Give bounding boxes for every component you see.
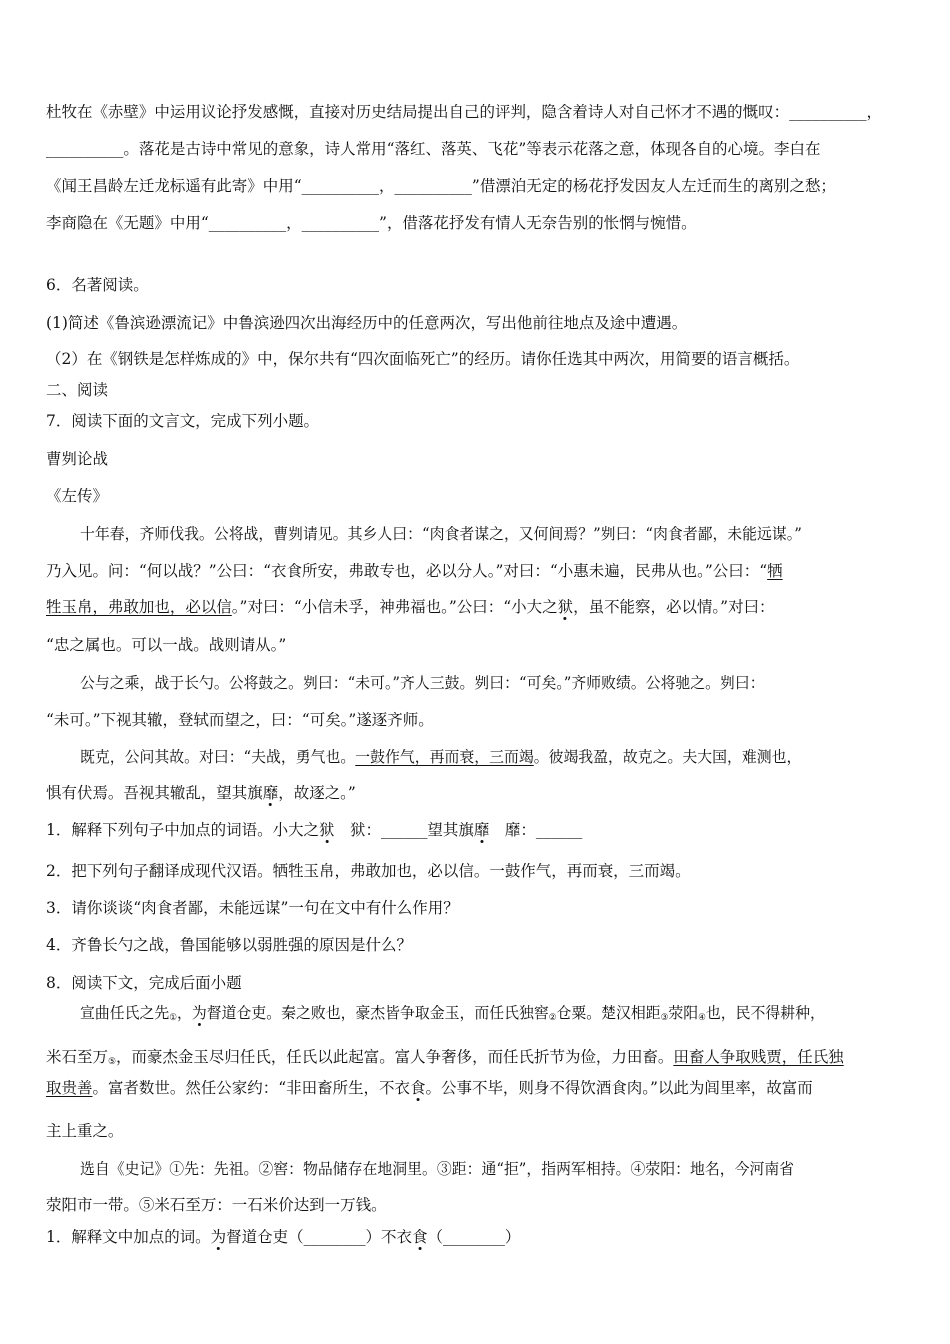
q8-notes-line-1: 选自《史记》①先：先祖。②窖：物品储存在地洞里。③距：通“拒”，指两军相持。④荥阳：地名，今河南省: [80, 1160, 795, 1178]
underlined-phrase: 牲玉帛，弗敢加也，必以信: [46, 598, 232, 616]
q8-para-line-2: 米石至万$_⑤$，而豪杰金玉尽归任氏，任氏以此起富。富人争奢侈，而任氏折节为俭，力田畜。田畜人争取贱贾，任氏独: [46, 1048, 844, 1067]
q8-title: 8．阅读下文，完成后面小题: [46, 974, 242, 992]
q6-title: 6．名著阅读。: [46, 276, 149, 294]
q6-part-1: (1)简述《鲁滨逊漂流记》中鲁滨逊四次出海经历中的任意两次，写出他前往地点及途中遭遇。: [46, 314, 688, 332]
poetry-line-1: 杜牧在《赤壁》中运用议论抒发感慨，直接对历史结局提出自己的评判，隐含着诗人对自己怀才不遇的慨叹：__________，: [46, 103, 883, 121]
dotted-word: 狱: [557, 598, 574, 616]
q8-para-line-4: 主上重之。: [46, 1122, 124, 1140]
footnote-marker: ③: [660, 1013, 669, 1023]
q7-para3-line-2: 惧有伏焉。吾视其辙乱，望其旗靡，故逐之。”: [46, 784, 356, 802]
q7-sub-4: 4．齐鲁长勺之战，鲁国能够以弱胜强的原因是什么？: [46, 936, 412, 954]
q7-para2-line-1: 公与之乘，战于长勺。公将鼓之。刿曰：“未可。”齐人三鼓。刿曰：“可矣。”齐师败绩。公将驰之。刿曰：: [80, 674, 765, 692]
q7-sub-2: 2．把下列句子翻译成现代汉语。牺牲玉帛，弗敢加也，必以信。一鼓作气，再而衰，三而竭。: [46, 862, 691, 880]
dotted-word: 靡: [262, 784, 279, 802]
article-source: 《左传》: [46, 487, 108, 505]
footnote-marker: ④: [698, 1013, 706, 1023]
poetry-line-3: 《闻王昌龄左迁龙标遥有此寄》中用“__________，__________”借漂泊无定的杨花抒发因友人左迁而生的离别之愁；: [46, 177, 836, 195]
footnote-marker: ②: [548, 1013, 557, 1023]
dotted-word: 为: [210, 1228, 227, 1246]
q7-title: 7．阅读下面的文言文，完成下列小题。: [46, 412, 320, 430]
footnote-marker: ①: [169, 1013, 177, 1023]
dotted-word: 狱: [319, 821, 335, 839]
underlined-phrase: 一鼓作气，再而衰，三而竭: [355, 748, 534, 766]
section-heading: 二、阅读: [46, 381, 108, 399]
dotted-word: 食: [411, 1228, 428, 1246]
dotted-word: 靡: [473, 821, 490, 839]
poetry-line-4: 李商隐在《无题》中用“__________，__________”，借落花抒发有情人无奈告别的怅惘与惋惜。: [46, 214, 697, 232]
dotted-word: 食: [410, 1079, 426, 1097]
underlined-phrase: 取贵善: [46, 1079, 93, 1097]
underlined-phrase: 田畜人争取贱贾，任氏独: [673, 1048, 844, 1066]
q7-para2-line-2: “未可。”下视其辙，登轼而望之，曰：“可矣。”遂逐齐师。: [46, 711, 434, 729]
q6-part-2: （2）在《钢铁是怎样炼成的》中，保尔共有“四次面临死亡”的经历。请你任选其中两次，用简要的语言概括。: [46, 350, 800, 368]
article-title: 曹刿论战: [46, 450, 108, 468]
q8-notes-line-2: 荥阳市一带。⑤米石至万：一石米价达到一万钱。: [46, 1196, 387, 1214]
q7-sub-3: 3．请你谈谈“肉食者鄙，未能远谋”一句在文中有什么作用？: [46, 899, 459, 917]
q7-para1-line-3: 牲玉帛，弗敢加也，必以信。”对曰：“小信未孚，神弗福也。”公曰：“小大之狱，虽不能察，必以情。”对曰：: [46, 598, 775, 616]
q7-para1-line-4: “忠之属也。可以一战。战则请从。”: [46, 636, 287, 654]
q8-para-line-1: 宣曲任氏之先$_①$，为督道仓吏。秦之败也，豪杰皆争取金玉，而任氏独窖$_②$仓粟。楚汉相距$_③$荥阳$_④$也，民不得耕种，: [80, 1004, 825, 1023]
poetry-line-2: __________。落花是古诗中常见的意象，诗人常用“落红、落英、飞花”等表示花落之意，体现各自的心境。李白在: [46, 140, 821, 158]
q7-para1-line-2: 乃入见。问：“何以战？”公曰：“衣食所安，弗敢专也，必以分人。”对曰：“小惠未遍，民弗从也。”公曰：“牺: [46, 562, 783, 580]
q7-sub-1: 1．解释下列句子中加点的词语。小大之狱 狱：______望其旗靡 靡：______: [46, 821, 583, 839]
q7-para1-line-1: 十年春，齐师伐我。公将战，曹刿请见。其乡人曰：“肉食者谋之，又何间焉？”刿曰：“肉食者鄙，未能远谋。”: [80, 525, 802, 543]
dotted-word: 为: [191, 1004, 207, 1022]
footnote-marker: ⑤: [107, 1057, 117, 1067]
underlined-phrase: 牺: [767, 562, 783, 580]
q8-para-line-3: 取贵善。富者数世。然任公家约：“非田畜所生，不衣食。公事不毕，则身不得饮酒食肉。”以此为闾里率，故富而: [46, 1079, 813, 1097]
q8-sub-1: 1．解释文中加点的词。为督道仓吏（________）不衣食（________）: [46, 1228, 521, 1246]
q7-para3-line-1: 既克，公问其故。对曰：“夫战，勇气也。一鼓作气，再而衰，三而竭。彼竭我盈，故克之。夫大国，难测也，: [80, 748, 802, 766]
